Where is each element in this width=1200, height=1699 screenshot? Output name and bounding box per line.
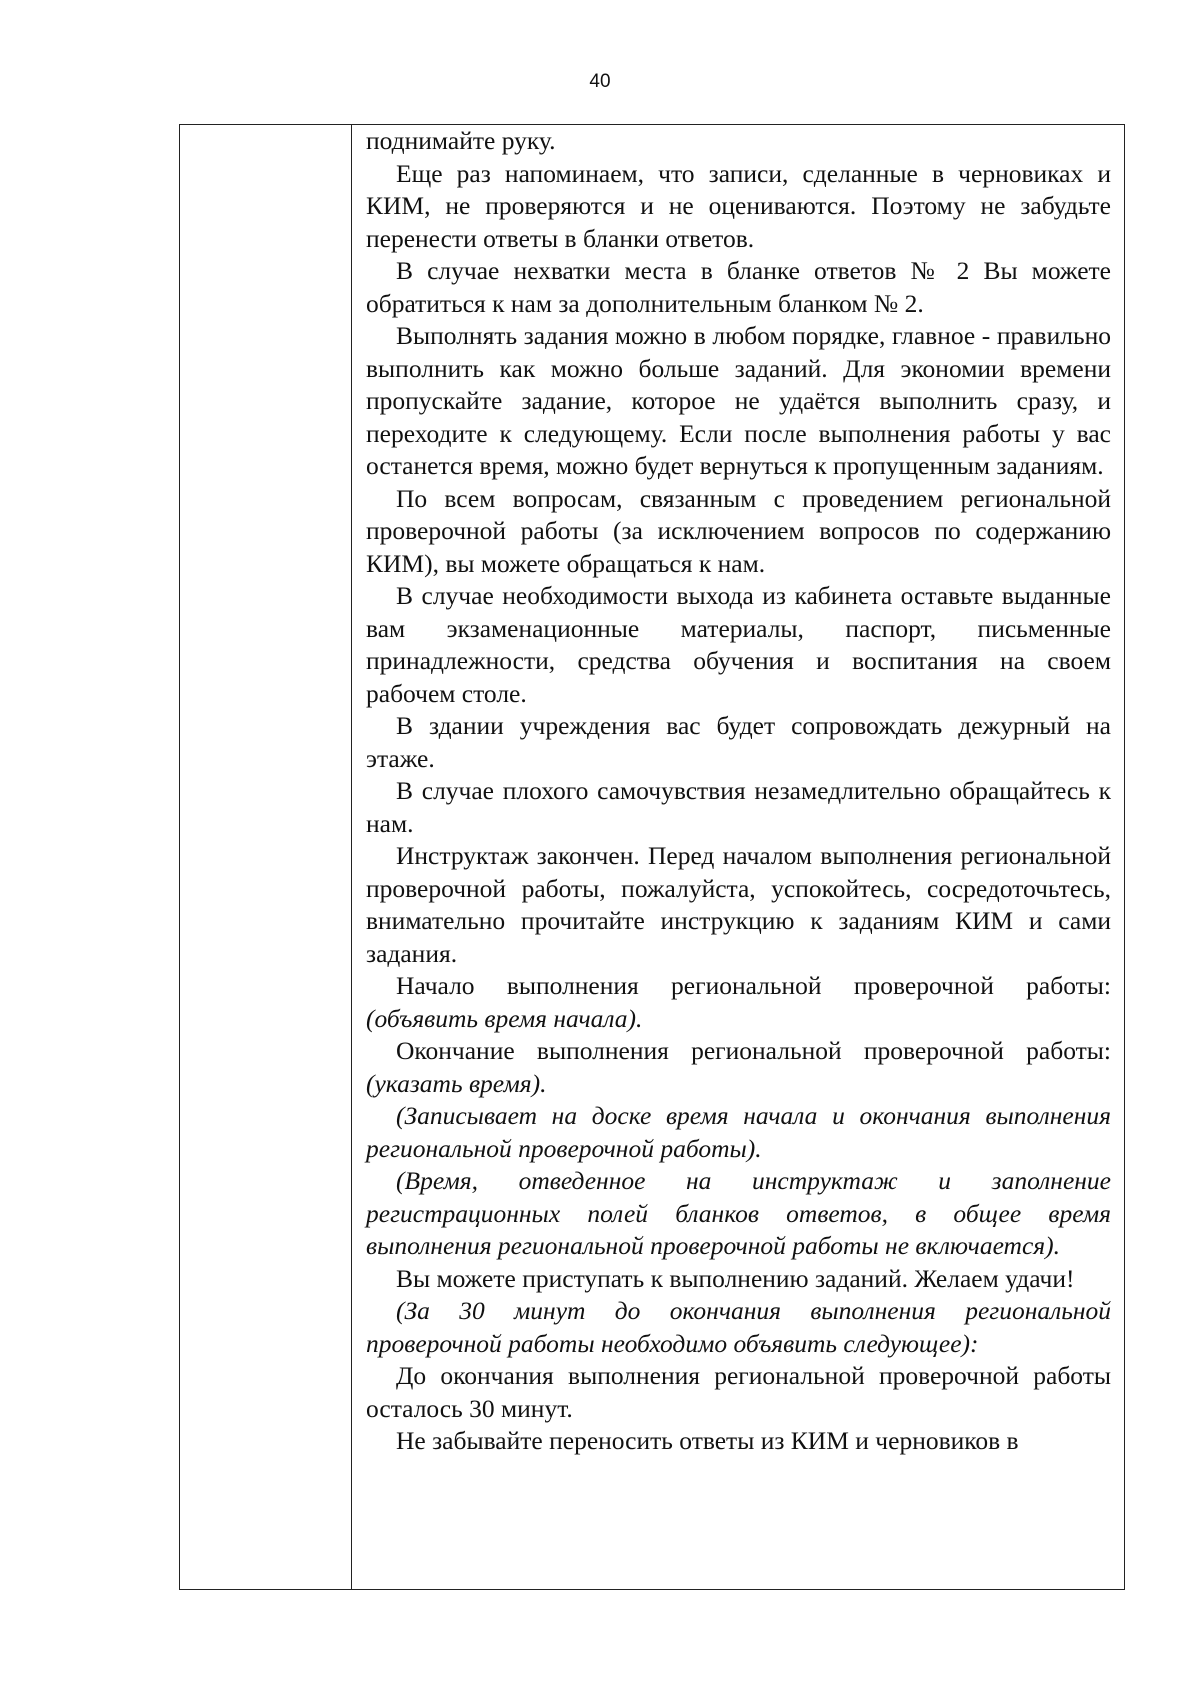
paragraph: До окончания выполнения региональной проверочной работы осталось 30 минут. <box>366 1361 1111 1423</box>
paragraph: В здании учреждения вас будет сопровождать дежурный на этаже. <box>366 711 1111 773</box>
paragraph-start-time <box>366 970 1111 1035</box>
paragraph: Не забывайте переносить ответы из КИМ и черновиков в <box>396 1426 1019 1455</box>
paragraph: Выполнять задания можно в любом порядке, главное - правильно выполнить как можно больше заданий. Для экономии времени пропускайте задание, которое не удаётся выполнить сразу, и переходите к следующему. Если после выполнения работы у вас останется время, можно будет вернуться к пропущенным заданиям. <box>366 321 1111 480</box>
paragraph-end-time <box>366 1035 1111 1100</box>
paragraph-text: Окончание выполнения региональной проверочной работы: <box>396 1036 1111 1065</box>
italic-note: (объявить время начала). <box>366 1003 643 1033</box>
italic-paragraph: (Записывает на доске время начала и окончания выполнения региональной проверочной работы). <box>366 1101 1111 1163</box>
table-right-column <box>366 125 1111 1458</box>
italic-paragraph: (Время, отведенное на инструктаж и заполнение регистрационных полей бланков ответов, в общее время выполнения региональной проверочной работы не включается). <box>366 1166 1111 1260</box>
italic-note: (указать время). <box>366 1068 547 1098</box>
paragraph: Еще раз напоминаем, что записи, сделанные в черновиках и КИМ, не проверяются и не оцениваются. Поэтому не забудьте перенести ответы в бланки ответов. <box>366 158 1111 253</box>
table-left-column <box>180 125 352 1589</box>
page-number: 40 <box>589 71 611 92</box>
paragraph: поднимайте руку. <box>366 126 556 155</box>
paragraph: В случае необходимости выхода из кабинета оставьте выданные вам экзаменационные материалы, паспорт, письменные принадлежности, средства обучения и воспитания на своем рабочем столе. <box>366 581 1111 708</box>
paragraph: В случае плохого самочувствия незамедлительно обращайтесь к нам. <box>366 776 1111 838</box>
paragraph: Инструктаж закончен. Перед началом выполнения региональной проверочной работы, пожалуйста, успокойтесь, сосредоточьтесь, внимательно прочитайте инструкцию к заданиям КИМ и сами задания. <box>366 841 1111 968</box>
instruction-table <box>179 124 1125 1590</box>
paragraph-text: Начало выполнения региональной проверочной работы: <box>396 971 1111 1000</box>
paragraph: По всем вопросам, связанным с проведением региональной проверочной работы (за исключением вопросов по содержанию КИМ), вы можете обращаться к нам. <box>366 483 1111 578</box>
paragraph: В случае нехватки места в бланке ответов № 2 Вы можете обратиться к нам за дополнительным бланком № 2. <box>366 256 1111 318</box>
italic-paragraph: (За 30 минут до окончания выполнения региональной проверочной работы необходимо объявить следующее): <box>366 1296 1111 1358</box>
paragraph: Вы можете приступать к выполнению заданий. Желаем удачи! <box>396 1263 1075 1293</box>
